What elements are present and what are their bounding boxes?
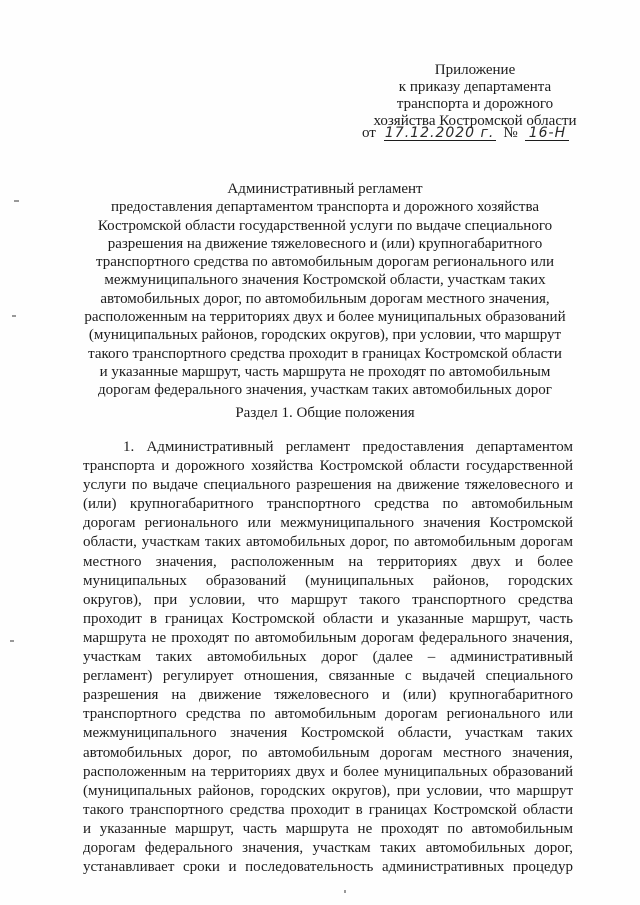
appendix-line: Приложение (434, 62, 516, 78)
number-field (525, 126, 569, 141)
title-line: расположенным на территориях двух и более муниципальных образований (84, 309, 566, 326)
date-field (384, 126, 496, 141)
section-heading: Раздел 1. Общие положения (235, 405, 415, 421)
body-paragraph (83, 438, 573, 877)
body-line: разрешения на движение тяжеловесного и (или) крупногабаритного (83, 687, 573, 704)
body-line: округов), при условии, что маршрут такого транспортного средства (83, 591, 573, 608)
body-line: межмуниципального значения Костромской области, участкам таких (83, 725, 573, 742)
body-line: устанавливает сроки и последовательность административных процедур (83, 859, 573, 876)
body-line: дорогам регионального или межмуниципального значения Костромской (83, 515, 573, 532)
title-line: и указанные маршрут, часть маршрута не проходят по автомобильным (99, 363, 551, 380)
body-line: местного значения, расположенным на территориях двух и более (83, 553, 573, 570)
scan-speck (10, 640, 14, 642)
title-line: Костромской области государственной услуги по выдаче специального (97, 217, 553, 234)
handwritten-number: 16-Н (528, 125, 567, 141)
title-line: предоставления департаментом транспорта и дорожного хозяйства (111, 199, 539, 216)
title-line: транспортного средства по автомобильным дорогам регионального или (95, 254, 555, 271)
scan-speck (14, 200, 19, 202)
body-line: участкам таких автомобильных дорог (далее – административный (83, 649, 573, 666)
title-line: такого транспортного средства проходит в границах Костромской области (88, 345, 562, 362)
scan-speck (12, 315, 16, 317)
from-label: от (362, 125, 376, 141)
handwritten-date: 17.12.2020 г. (384, 125, 495, 141)
body-line: автомобильных дорог, по автомобильным дорогам местного значения, (83, 744, 573, 761)
body-line: (или) крупногабаритного транспортного средства по автомобильным (83, 496, 573, 513)
scan-speck (344, 890, 346, 893)
appendix-block (340, 62, 610, 130)
body-line: и указанные маршрут, часть маршрута не проходят по автомобильным (83, 820, 573, 837)
document-title (70, 180, 580, 400)
appendix-line: хозяйства Костромской области (373, 113, 577, 129)
body-line: услуги по выдаче специального разрешения на движение тяжеловесного и (83, 477, 573, 494)
order-date-number-line (362, 125, 602, 142)
title-heading: Административный регламент (227, 181, 423, 197)
title-line: межмуниципального значения Костромской области, участкам таких (104, 272, 546, 289)
title-line: автомобильных дорог, по автомобильным дорогам местного значения, (100, 290, 550, 307)
title-line: (муниципальных районов, городских округов), при условии, что маршрут (88, 327, 562, 344)
body-line: 1. Административный регламент предоставления департаментом (123, 439, 573, 455)
body-line: области, участкам таких автомобильных дорог, по автомобильным дорогам (83, 534, 573, 551)
body-line: дорогам федерального значения, участкам таких автомобильных дорог, (83, 839, 573, 856)
body-line: муниципальных образований (муниципальных районов, городских (83, 572, 573, 589)
number-label: № (503, 125, 518, 141)
title-line: дорогам федерального значения, участкам таких автомобильных дорог (98, 382, 552, 399)
body-line: транспорта и дорожного хозяйства Костромской области государственной (83, 458, 573, 475)
body-line: проходит в границах Костромской области и указанные маршрут, часть (83, 610, 573, 627)
title-line: разрешения на движение тяжеловесного и (или) крупногабаритного (107, 235, 543, 252)
appendix-line: к приказу департамента (398, 79, 552, 95)
body-line: маршрута не проходят по автомобильным дорогам федерального значения, (83, 629, 573, 646)
body-line: транспортного средства по автомобильным дорогам регионального или (83, 706, 573, 723)
body-line: (муниципальных районов, городских округов), при условии, что маршрут (83, 782, 573, 799)
body-line: расположенным на территориях двух и более муниципальных образований (83, 763, 573, 780)
body-line: регламент) регулирует отношения, связанные с выдачей специального (83, 668, 573, 685)
appendix-line: транспорта и дорожного (396, 96, 554, 112)
body-line: такого транспортного средства проходит в границах Костромской области (83, 801, 573, 818)
